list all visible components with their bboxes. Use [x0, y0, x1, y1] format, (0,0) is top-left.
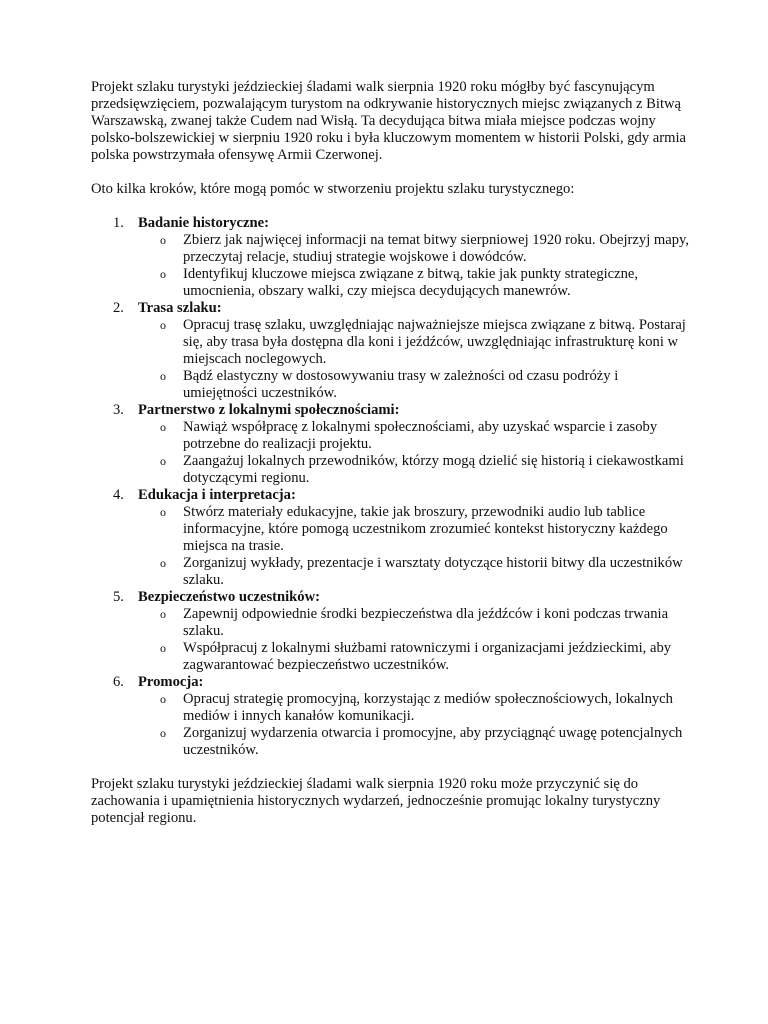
sub-list [138, 419, 691, 487]
sub-list [138, 317, 691, 402]
step-title: Trasa szlaku: [138, 300, 222, 316]
sub-list [138, 606, 691, 674]
sub-item-text: Identyfikuj kluczowe miejsca związane z bitwą, takie jak punkty strategiczne, umocnienia, obszary walki, czy miejsca decydujących manewrów. [183, 266, 639, 299]
sub-item [136, 453, 691, 487]
step-title: Promocja: [138, 674, 204, 690]
bullet-icon: o [160, 420, 166, 434]
sub-item-text: Zapewnij odpowiednie środki bezpieczeństwa dla jeźdźców i koni podczas trwania szlaku. [183, 606, 669, 639]
sub-item-text: Zbierz jak najwięcej informacji na temat bitwy sierpniowej 1920 roku. Obejrzyj mapy, przeczytaj relacje, studiuj strategie wojskowe i dowódców. [183, 232, 690, 265]
sub-item-text: Opracuj strategię promocyjną, korzystając z mediów społecznościowych, lokalnych mediów i innych kanałów komunikacji. [183, 691, 673, 724]
sub-item-text: Zaangażuj lokalnych przewodników, którzy mogą dzielić się historią i ciekawostkami dotyczącymi regionu. [183, 453, 684, 486]
list-item [91, 300, 691, 402]
bullet-icon: o [160, 233, 166, 247]
sub-item-text: Opracuj trasę szlaku, uwzględniając najważniejsze miejsca związane z bitwą. Postaraj się, aby trasa była dostępna dla koni i jeźdźców, uwzględniając infrastrukturę koni w miejscach noclegowych. [183, 317, 686, 367]
step-number: 5. [113, 589, 124, 605]
list-item [91, 215, 691, 300]
step-title: Partnerstwo z lokalnymi społecznościami: [138, 402, 400, 418]
list-item [91, 402, 691, 487]
list-item [91, 487, 691, 589]
bullet-icon: o [160, 607, 166, 621]
sub-item-text: Nawiąż współpracę z lokalnymi społecznościami, aby uzyskać wsparcie i zasoby potrzebne do realizacji projektu. [183, 419, 658, 452]
lead-paragraph: Oto kilka kroków, które mogą pomóc w stworzeniu projektu szlaku turystycznego: [91, 181, 575, 197]
sub-item [136, 419, 691, 453]
sub-item-text: Stwórz materiały edukacyjne, takie jak broszury, przewodniki audio lub tablice informacyjne, które pomogą uczestnikom zrozumieć kontekst historyczny każdego miejsca na trasie. [183, 504, 668, 554]
step-title: Edukacja i interpretacja: [138, 487, 296, 503]
bullet-icon: o [160, 692, 166, 706]
bullet-icon: o [160, 454, 166, 468]
sub-item-text: Zorganizuj wydarzenia otwarcia i promocyjne, aby przyciągnąć uwagę potencjalnych uczestników. [183, 725, 683, 758]
step-title: Badanie historyczne: [138, 215, 269, 231]
sub-item [136, 266, 691, 300]
bullet-icon: o [160, 369, 166, 383]
bullet-icon: o [160, 505, 166, 519]
bullet-icon: o [160, 267, 166, 281]
bullet-icon: o [160, 726, 166, 740]
step-number: 6. [113, 674, 124, 690]
sub-item [136, 555, 691, 589]
steps-list [91, 215, 691, 759]
sub-item [136, 691, 691, 725]
sub-item-text: Zorganizuj wykłady, prezentacje i warsztaty dotyczące historii bitwy dla uczestników szlaku. [183, 555, 683, 588]
step-number: 1. [113, 215, 124, 231]
bullet-icon: o [160, 318, 166, 332]
bullet-icon: o [160, 641, 166, 655]
sub-item [136, 640, 691, 674]
sub-item [136, 504, 691, 555]
sub-item-text: Współpracuj z lokalnymi służbami ratowniczymi i organizacjami jeździeckimi, aby zagwarantować bezpieczeństwo uczestników. [183, 640, 672, 673]
step-number: 4. [113, 487, 124, 503]
list-item [91, 589, 691, 674]
sub-list [138, 691, 691, 759]
step-number: 2. [113, 300, 124, 316]
list-item [91, 674, 691, 759]
sub-item [136, 232, 691, 266]
bullet-icon: o [160, 556, 166, 570]
sub-list [138, 232, 691, 300]
sub-item-text: Bądź elastyczny w dostosowywaniu trasy w zależności od czasu podróży i umiejętności uczestników. [183, 368, 619, 401]
step-title: Bezpieczeństwo uczestników: [138, 589, 320, 605]
closing-paragraph: Projekt szlaku turystyki jeździeckiej śladami walk sierpnia 1920 roku może przyczynić się do zachowania i upamiętnienia historycznych wydarzeń, jednocześnie promując lokalny turystyczny potencjał regionu. [91, 776, 661, 826]
sub-item [136, 368, 691, 402]
sub-item [136, 725, 691, 759]
document-page [91, 79, 691, 827]
sub-item [136, 317, 691, 368]
step-number: 3. [113, 402, 124, 418]
sub-list [138, 504, 691, 589]
intro-paragraph: Projekt szlaku turystyki jeździeckiej śladami walk sierpnia 1920 roku mógłby być fascynującym przedsięwzięciem, pozwalającym turystom na odkrywanie historycznych miejsc związanych z Bitwą Warszawską, zwanej także Cudem nad Wisłą. Ta decydująca bitwa miała miejsce podczas wojny polsko-bolszewickiej w sierpniu 1920 roku i była kluczowym momentem w historii Polski, gdy armia polska powstrzymała ofensywę Armii Czerwonej. [91, 79, 687, 163]
sub-item [136, 606, 691, 640]
